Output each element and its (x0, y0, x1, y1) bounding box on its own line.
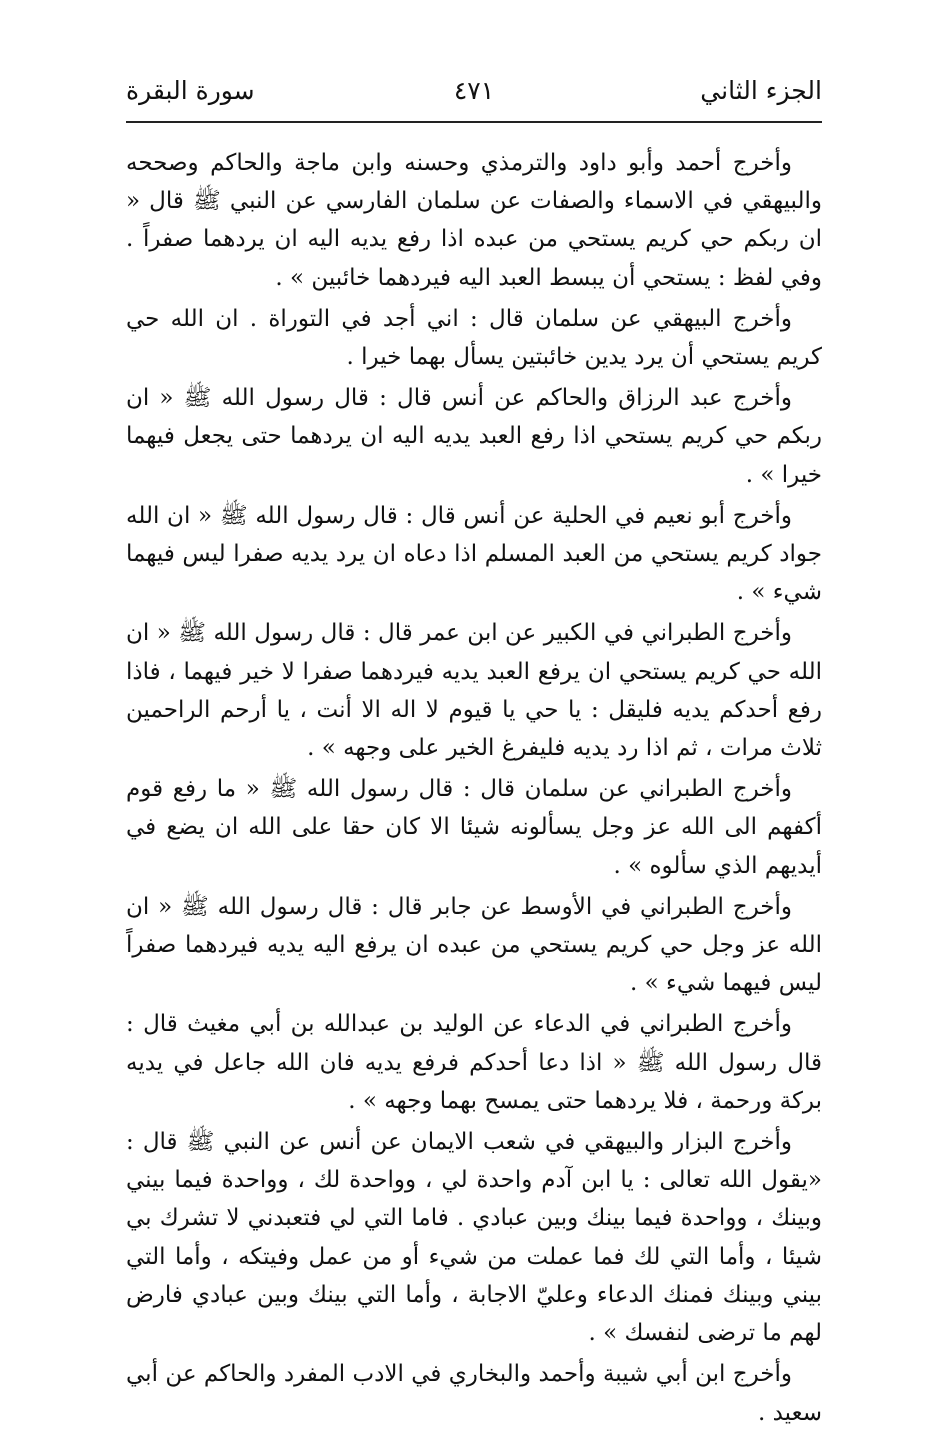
paragraph: وأخرج الطبراني في الدعاء عن الوليد بن عبدالله بن أبي مغيث قال : قال رسول الله ﷺ « اذا دعا أحدكم فرفع يديه فان الله جاعل في يديه بركة ورحمة ، فلا يردهما حتى يمسح بهما وجهه » . (126, 1011, 822, 1114)
paragraph: وأخرج الطبراني عن سلمان قال : قال رسول الله ﷺ « ما رفع قوم أكفهم الى الله عز وجل يسألونه شيئا الا كان حقا على الله ان يضع في أيديهم الذي سألوه » . (126, 776, 822, 879)
paragraph: وأخرج أبو نعيم في الحلية عن أنس قال : قال رسول الله ﷺ « ان الله جواد كريم يستحي من العبد المسلم اذا دعاه ان يرد يديه صفرا ليس فيهما شيء » . (126, 502, 822, 606)
page-number: ٤٧١ (453, 76, 495, 105)
paragraph: وأخرج البزار والبيهقي في شعب الايمان عن أنس عن النبي ﷺ قال : «يقول الله تعالى : يا ابن آدم واحدة لي ، وواحدة لك ، وواحدة فيما بيني وبينك ، وواحدة فيما بينك وبين عبادي . فاما التي لي فتعبدني لا تشرك بي شيئا ، وأما التي لك فما عملت من شيء أو من عمل وفيتكه ، وأما التي بيني وبينك فمنك الدعاء وعليّ الاجابة ، وأما التي بينك وبين عبادي فارض لهم ما ترضى لنفسك » . (126, 1129, 822, 1347)
page-header (126, 72, 822, 112)
paragraph: وأخرج البيهقي عن سلمان قال : اني أجد في التوراة . ان الله حي كريم يستحي أن يرد يدين خائبتين يسأل بهما خيرا . (126, 305, 822, 371)
part-title: الجزء الثاني (700, 76, 822, 105)
paragraph: وأخرج الطبراني في الكبير عن ابن عمر قال : قال رسول الله ﷺ « ان الله حي كريم يستحي ان يرفع العبد يديه فيردهما صفرا لا خير فيهما ، فاذا رفع أحدكم يديه فليقل : يا حي يا قيوم لا اله الا أنت ، يا أرحم الراحمين ثلاث مرات ، ثم اذا رد يديه فليفرغ الخير على وجهه » . (126, 620, 822, 762)
paragraph: وأخرج ابن أبي شيبة وأحمد والبخاري في الادب المفرد والحاكم عن أبي سعيد . (126, 1361, 822, 1426)
paragraph: وأخرج عبد الرزاق والحاكم عن أنس قال : قال رسول الله ﷺ « ان ربكم حي كريم يستحي اذا رفع العبد يديه اليه ان يردهما حتى يجعل فيهما خيرا » . (126, 385, 822, 488)
page-body (126, 144, 822, 1426)
paragraph: وأخرج الطبراني في الأوسط عن جابر قال : قال رسول الله ﷺ « ان الله عز وجل حي كريم يستحي من عبده ان يرفع اليه يديه فيردهما صفراً ليس فيهما شيء » . (126, 893, 822, 997)
header-rule (126, 121, 822, 123)
surah-title: سورة البقرة (126, 76, 255, 105)
paragraph: وأخرج أحمد وأبو داود والترمذي وحسنه وابن ماجة والحاكم وصححه والبيهقي في الاسماء والصفات عن سلمان الفارسي عن النبي ﷺ قال « ان ربكم حي كريم يستحي من عبده اذا رفع يديه اليه ان يردهما صفراً . وفي لفظ : يستحي أن يبسط العبد اليه فيردهما خائبين » . (126, 150, 822, 291)
